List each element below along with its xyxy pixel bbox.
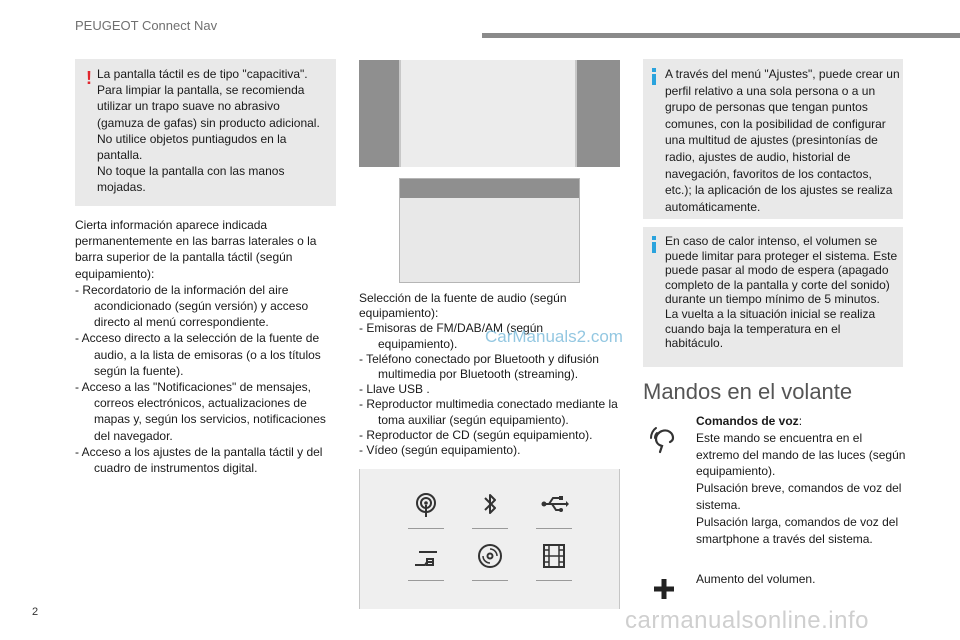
left-bullet: - Acceso a los ajustes de la pantalla táctil y del cuadro de instrumentos digital. (75, 444, 323, 476)
info-icon (652, 236, 658, 253)
cd-icon (472, 541, 508, 581)
volume-up-text: Aumento del volumen. (696, 572, 816, 586)
warning-icon: ! (86, 68, 92, 88)
voice-command-colon: : (798, 414, 803, 428)
plus-icon (653, 578, 675, 605)
footer-watermark: carmanualsonline.info (625, 607, 869, 634)
left-bullet: - Recordatorio de la información del aire acondicionado (según versión) y acceso directo al menú correspondiente. (75, 282, 309, 330)
info-heat-text: En caso de calor intenso, el volumen se puede limitar para proteger el sistema. Este puede pasar al modo de espera (apagado completo de la pantalla y corte del sonido) durante un tiempo mínimo de 5 minutos. La vuelta a la situación inicial se realiza cuando baja la temperatura en el habitáculo. (665, 234, 898, 351)
header-title: PEUGEOT Connect Nav (75, 18, 218, 33)
middle-intro: Selección de la fuente de audio (según equipamiento): (359, 291, 567, 321)
voice-command-icon (646, 422, 682, 463)
radio-icon (408, 489, 444, 529)
left-column (75, 217, 337, 476)
middle-column (359, 291, 623, 458)
audio-sources-panel (359, 469, 620, 609)
info-icon (652, 68, 658, 85)
voice-command-title: Comandos de voz (696, 414, 799, 428)
header-bar (482, 33, 960, 38)
section-title: Mandos en el volante (643, 379, 853, 404)
touchscreen-illustration (359, 60, 620, 167)
voice-command-text: Este mando se encuentra en el extremo del mando de las luces (según equipamiento). Pulsación breve, comandos de voz del sistema. Pulsación larga, comandos de voz del smartphone a través del sistema. (696, 430, 906, 546)
info-settings-text: A través del menú "Ajustes", puede crear un perfil relativo a una sola persona o a un grupo de personas que tengan puntos comunes, con la posibilidad de configurar una multitud de ajustes (presintonías de radio, ajustes de audio, historial de navegación, favoritos de los contactos, etc.); la aplicación de los ajustes se realiza automáticamente. (665, 67, 900, 214)
middle-bullet: - Teléfono conectado por Bluetooth y difusión multimedia por Bluetooth (streaming). (359, 351, 599, 382)
usb-icon (536, 489, 572, 529)
bluetooth-icon (472, 489, 508, 529)
warning-text: La pantalla táctil es de tipo "capacitiva". Para limpiar la pantalla, se recomienda utilizar un trapo suave no abrasivo (gamuza de gafas) sin producto adicional. No utilice objetos puntiagudos en la pantalla. No toque la pantalla con las manos mojadas. (97, 67, 320, 195)
aux-jack-icon (408, 541, 444, 581)
page-number: 2 (32, 606, 39, 618)
middle-bullet: - Reproductor multimedia conectado mediante la toma auxiliar (según equipamiento). (359, 397, 618, 427)
audio-screen-illustration (399, 178, 580, 283)
voice-command-block (696, 413, 908, 547)
watermark-carmanuals: CarManuals2.com (485, 327, 623, 346)
left-bullet: - Acceso directo a la selección de la fuente de audio, a la lista de emisoras (o a los títulos según la fuente). (75, 331, 321, 378)
video-icon (536, 541, 572, 581)
middle-bullet: - Llave USB . (359, 382, 430, 397)
middle-bullet: - Reproductor de CD (según equipamiento). (359, 427, 593, 442)
left-bullet: - Acceso a las "Notificaciones" de mensajes, correos electrónicos, actualizaciones de mapas y, según los servicios, notificaciones del navegador. (75, 380, 326, 443)
left-intro: Cierta información aparece indicada permanentemente en las barras laterales o la barra superior de la pantalla táctil (según equipamiento): (75, 218, 317, 281)
middle-bullet: - Vídeo (según equipamiento). (359, 443, 521, 458)
middle-bullet: - Emisoras de FM/DAB/AM (según equipamiento). (359, 321, 544, 351)
